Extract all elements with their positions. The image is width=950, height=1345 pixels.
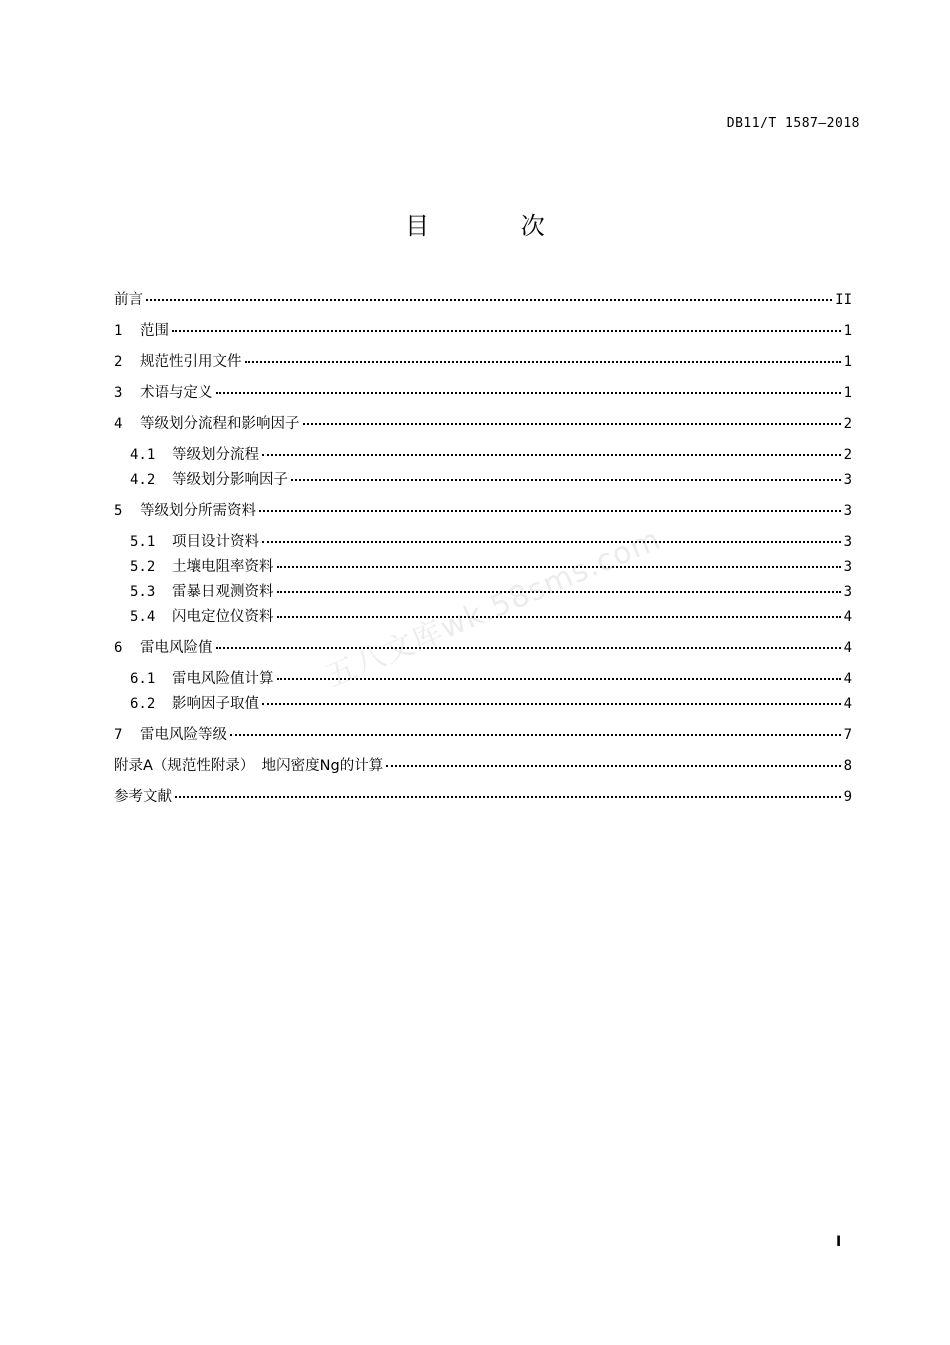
toc-entry-label: 影响因子取值 [172, 696, 259, 712]
toc-entry-number: 5.2 [130, 559, 156, 575]
toc-dot-leader [216, 380, 841, 394]
toc-dot-leader [259, 498, 841, 512]
toc-entry-label: 等级划分流程 [172, 447, 259, 463]
toc-entry-page: 4 [843, 671, 852, 687]
toc-entry-page: 1 [843, 385, 852, 401]
toc-entry-label: 术语与定义 [140, 385, 213, 401]
toc-dot-leader [146, 287, 832, 301]
toc-entry-page: 3 [843, 472, 852, 488]
toc-entry[interactable] [130, 692, 852, 714]
toc-entry-page: 9 [843, 789, 852, 805]
toc-entry-number: 7 [114, 727, 123, 743]
toc-entry-page: 1 [843, 354, 852, 370]
toc-entry[interactable] [114, 288, 852, 310]
toc-entry[interactable] [114, 499, 852, 521]
toc-entry[interactable] [114, 319, 852, 341]
toc-entry-number: 5.1 [130, 534, 156, 550]
toc-entry[interactable] [114, 785, 852, 807]
toc-entry-page: 3 [843, 534, 852, 550]
toc-entry-label: 等级划分影响因子 [172, 472, 288, 488]
toc-dot-leader [291, 467, 841, 481]
toc-entry-label: 闪电定位仪资料 [172, 609, 274, 625]
toc-entry[interactable] [130, 468, 852, 490]
toc-entry-label: 参考文献 [114, 789, 172, 805]
toc-entry-label: 附录A（规范性附录） 地闪密度Ng的计算 [114, 758, 384, 774]
toc-entry-label: 等级划分流程和影响因子 [140, 416, 300, 432]
toc-entry-number: 5 [114, 503, 123, 519]
toc-entry-page: 7 [843, 727, 852, 743]
toc-dot-leader [245, 349, 841, 363]
toc-entry-page: 1 [843, 323, 852, 339]
toc-entry-page: 4 [843, 696, 852, 712]
page-number: I [836, 1234, 842, 1250]
toc-entry-page: 4 [843, 609, 852, 625]
toc-entry-page: 3 [843, 503, 852, 519]
toc-entry-label: 规范性引用文件 [140, 354, 242, 370]
toc-entry-label: 项目设计资料 [172, 534, 259, 550]
toc-entry-page: 3 [843, 584, 852, 600]
toc-entry-number: 6.2 [130, 696, 156, 712]
toc-entry[interactable] [130, 667, 852, 689]
toc-entry-number: 5.3 [130, 584, 156, 600]
toc-entry-number: 3 [114, 385, 123, 401]
toc-entry[interactable] [114, 754, 852, 776]
toc-entry[interactable] [130, 555, 852, 577]
toc-entry-label: 雷电风险值 [140, 640, 213, 656]
toc-entry-number: 1 [114, 323, 123, 339]
toc-entry-page: 2 [843, 416, 852, 432]
toc-dot-leader [386, 753, 840, 767]
toc-dot-leader [303, 411, 841, 425]
standard-code: DB11/T 1587—2018 [726, 116, 860, 131]
toc-entry[interactable] [114, 636, 852, 658]
toc-entry[interactable] [130, 530, 852, 552]
toc-entry-page: II [835, 292, 852, 308]
toc-entry-label: 等级划分所需资料 [140, 503, 256, 519]
toc-dot-leader [277, 604, 841, 618]
toc-dot-leader [262, 529, 841, 543]
toc-dot-leader [175, 784, 841, 798]
toc-dot-leader [262, 691, 841, 705]
toc-entry[interactable] [130, 443, 852, 465]
toc-entry-label: 前言 [114, 292, 143, 308]
toc-entry-number: 2 [114, 354, 123, 370]
toc-entry-number: 6.1 [130, 671, 156, 687]
toc-entry-page: 2 [843, 447, 852, 463]
toc-entry-label: 范围 [140, 323, 169, 339]
toc-entry-label: 土壤电阻率资料 [172, 559, 274, 575]
watermark: 五八文库wk.58sms.com [321, 521, 666, 695]
toc-entry-number: 4.1 [130, 447, 156, 463]
toc-entry-page: 4 [843, 640, 852, 656]
toc-entry[interactable] [114, 350, 852, 372]
toc-dot-leader [172, 318, 841, 332]
toc-title: 目 次 [405, 212, 587, 240]
toc-entry-label: 雷暴日观测资料 [172, 584, 274, 600]
toc-entry-number: 4 [114, 416, 123, 432]
toc-entry[interactable] [114, 723, 852, 745]
toc-entry-number: 4.2 [130, 472, 156, 488]
toc-dot-leader [216, 635, 841, 649]
toc-dot-leader [262, 442, 841, 456]
toc-entry[interactable] [114, 381, 852, 403]
toc-entry-number: 5.4 [130, 609, 156, 625]
toc-entry-label: 雷电风险值计算 [172, 671, 274, 687]
toc-entry-page: 8 [843, 758, 852, 774]
toc-entry-label: 雷电风险等级 [140, 727, 227, 743]
toc-entry[interactable] [114, 412, 852, 434]
toc-dot-leader [230, 722, 841, 736]
toc-entry-page: 3 [843, 559, 852, 575]
toc-entry-number: 6 [114, 640, 123, 656]
